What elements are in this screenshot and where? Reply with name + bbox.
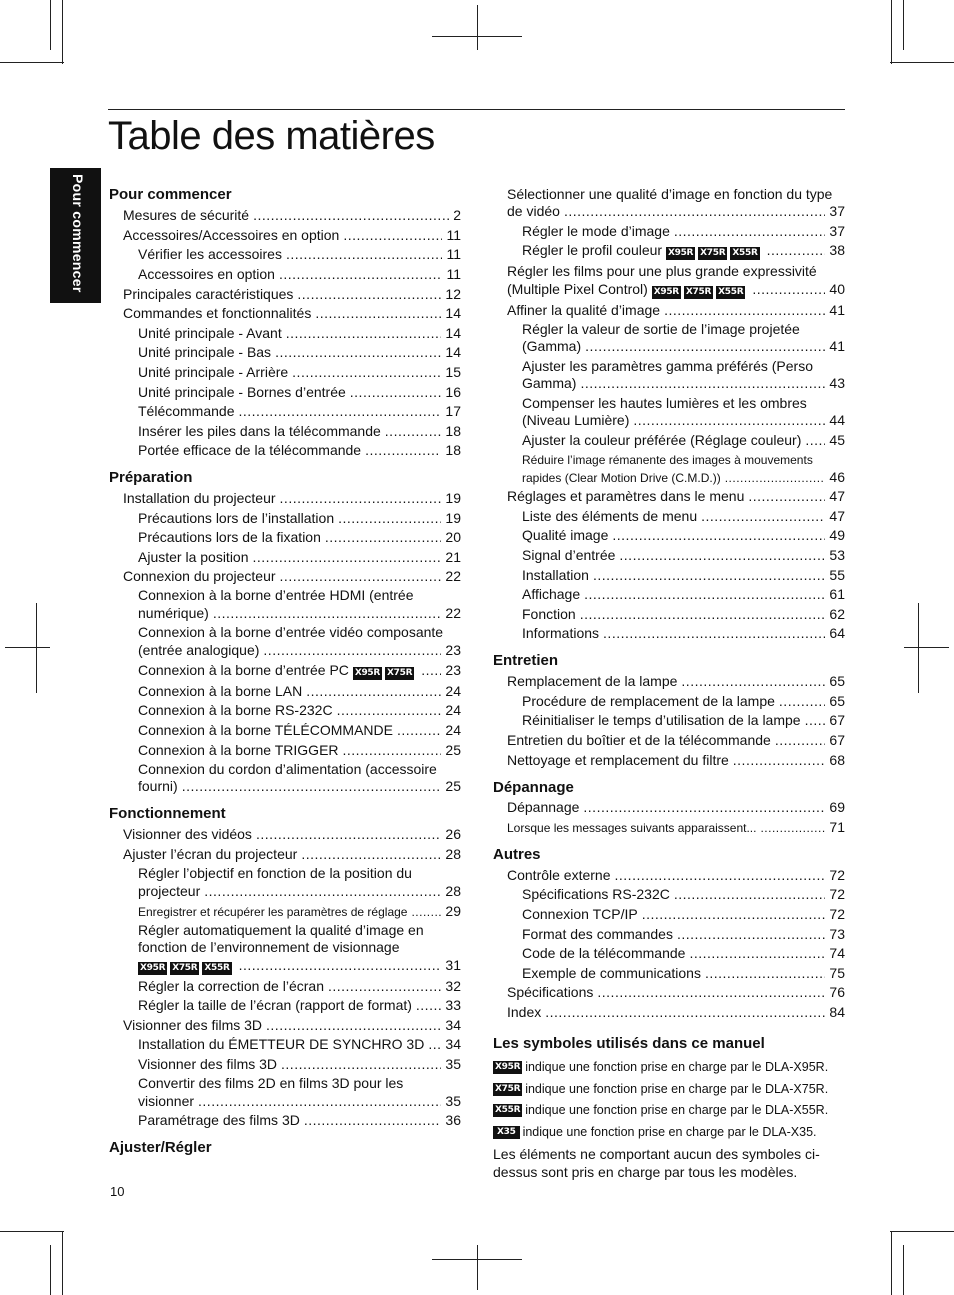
toc-entry[interactable]: Réinitialiser le temps d’utilisation de la lampe ..... 67 <box>522 712 845 729</box>
section-heading: Ajuster/Régler <box>109 1139 212 1156</box>
toc-entry[interactable]: projecteur ..... 28 <box>138 883 461 900</box>
toc-entry-line[interactable]: Connexion du cordon d’alimentation (accessoire <box>138 761 437 777</box>
toc-entry-line[interactable]: Régler automatiquement la qualité d’image en <box>138 922 424 938</box>
toc-entry[interactable]: Visionner des films 3D ..... 34 <box>123 1017 461 1034</box>
section-heading: Autres <box>493 846 541 863</box>
toc-entry[interactable]: Portée efficace de la télécommande ..... 18 <box>138 442 461 459</box>
toc-entry[interactable]: rapides (Clear Motion Drive (C.M.D.)) ..... 46 <box>522 469 845 487</box>
toc-entry[interactable]: Ajuster l’écran du projecteur ..... 28 <box>123 846 461 863</box>
toc-entry[interactable]: Précautions lors de la fixation ..... 20 <box>138 529 461 546</box>
toc-entry[interactable]: Procédure de remplacement de la lampe ..... 65 <box>522 693 845 710</box>
toc-entry[interactable]: Vérifier les accessoires ..... 11 <box>138 246 461 263</box>
toc-entry[interactable]: Paramétrage des films 3D ..... 36 <box>138 1112 461 1129</box>
toc-entry[interactable]: Installation du ÉMETTEUR DE SYNCHRO 3D ..... 34 <box>138 1036 461 1053</box>
toc-entry[interactable]: Spécifications ..... 76 <box>507 984 845 1001</box>
toc-entry[interactable]: Mesures de sécurité ..... 2 <box>123 207 461 224</box>
toc-entry[interactable]: Insérer les piles dans la télécommande ..... 18 <box>138 423 461 440</box>
toc-entry-line[interactable]: Sélectionner une qualité d’image en fonction du type <box>507 186 833 202</box>
x55r-badge: X55R <box>732 248 758 258</box>
toc-entry[interactable]: (entrée analogique) ..... 23 <box>138 642 461 659</box>
section-heading: Préparation <box>109 469 193 486</box>
x55r-badge: X55R <box>204 963 230 973</box>
toc-entry[interactable]: Connexion à la borne TÉLÉCOMMANDE ..... 24 <box>138 722 461 739</box>
toc-entry[interactable]: Fonction ..... 62 <box>522 606 845 623</box>
toc-entry[interactable]: fourni) ..... 25 <box>138 778 461 795</box>
toc-entry[interactable]: Signal d’entrée ..... 53 <box>522 547 845 564</box>
symbol-note: dessus sont pris en charge par tous les modèles. <box>493 1164 798 1180</box>
toc-entry[interactable]: Exemple de communications ..... 75 <box>522 965 845 982</box>
x75r-badge: X75R <box>685 287 712 297</box>
toc-entry[interactable]: Remplacement de la lampe ..... 65 <box>507 673 845 690</box>
toc-entry[interactable]: Régler le profil couleur X95R X75R X55R ..... 38 <box>522 242 845 260</box>
toc-entry[interactable]: (Gamma) ..... 41 <box>522 338 845 355</box>
toc-entry[interactable]: Installation du projecteur ..... 19 <box>123 490 461 507</box>
toc-entry[interactable]: Régler la taille de l’écran (rapport de format) ..... 33 <box>138 997 461 1014</box>
toc-entry[interactable]: Accessoires/Accessoires en option ..... 11 <box>123 227 461 244</box>
toc-entry-line[interactable]: Connexion à la borne d’entrée vidéo composante <box>138 624 444 640</box>
toc-entry[interactable]: Installation ..... 55 <box>522 567 845 584</box>
toc-entry[interactable]: X95R X75R X55R ..... 31 <box>138 957 461 975</box>
toc-entry[interactable]: Régler la correction de l’écran ..... 32 <box>138 978 461 995</box>
toc-entry[interactable]: Affichage ..... 61 <box>522 586 845 603</box>
toc-entry-line[interactable]: Convertir des films 2D en films 3D pour les <box>138 1075 404 1091</box>
side-tab-label: Pour commencer <box>70 174 86 293</box>
toc-entry[interactable]: (Multiple Pixel Control) X95R X75R X55R ..... 40 <box>507 281 845 299</box>
toc-entry-line[interactable]: Compenser les hautes lumières et les ombres <box>522 395 807 411</box>
toc-entry[interactable]: Unité principale - Bas ..... 14 <box>138 344 461 361</box>
toc-entry-line[interactable]: Ajuster les paramètres gamma préférés (Perso <box>522 358 813 374</box>
toc-entry[interactable]: Télécommande ..... 17 <box>138 403 461 420</box>
x75r-badge: X75R <box>495 1083 521 1094</box>
toc-entry[interactable]: Accessoires en option ..... 11 <box>138 266 461 283</box>
toc-entry[interactable]: Unité principale - Bornes d’entrée ..... 16 <box>138 384 461 401</box>
toc-entry[interactable]: Connexion du projecteur ..... 22 <box>123 568 461 585</box>
x95r-badge: X95R <box>140 963 166 973</box>
x35-badge: X35 <box>493 1126 520 1139</box>
symbol-legend-item: X55R indique une fonction prise en charge par le DLA-X55R. <box>495 1103 829 1117</box>
toc-entry[interactable]: Enregistrer et récupérer les paramètres de réglage ..... 29 <box>138 903 461 921</box>
toc-entry[interactable]: numérique) ..... 22 <box>138 605 461 622</box>
toc-entry[interactable]: Entretien du boîtier et de la télécommande ..... 67 <box>507 732 845 749</box>
section-heading: Dépannage <box>493 779 574 796</box>
toc-entry[interactable]: Spécifications RS-232C ..... 72 <box>522 886 845 903</box>
symbol-legend-item: X75R indique une fonction prise en charge par le DLA-X75R. <box>495 1082 829 1096</box>
toc-entry[interactable]: Index ..... 84 <box>507 1004 845 1021</box>
toc-entry-line[interactable]: fonction de l’environnement de visionnage <box>138 939 400 955</box>
toc-entry[interactable]: Régler le mode d’image ..... 37 <box>522 223 845 240</box>
page-title: Table des matières <box>108 114 435 158</box>
toc-entry[interactable]: Affiner la qualité d’image ..... 41 <box>507 302 845 319</box>
x55r-badge: X55R <box>718 287 744 297</box>
section-heading: Pour commencer <box>109 186 232 203</box>
toc-entry[interactable]: Nettoyage et remplacement du filtre ..... 68 <box>507 752 845 769</box>
toc-entry[interactable]: Gamma) ..... 43 <box>522 375 845 392</box>
toc-entry[interactable]: de vidéo ..... 37 <box>507 203 845 220</box>
section-heading: Entretien <box>493 652 559 669</box>
toc-entry[interactable]: Ajuster la position ..... 21 <box>138 549 461 566</box>
toc-entry[interactable]: Dépannage ..... 69 <box>507 799 845 816</box>
toc-entry-line[interactable]: Régler l’objectif en fonction de la position du <box>138 865 412 881</box>
toc-entry[interactable]: Connexion à la borne RS-232C ..... 24 <box>138 702 461 719</box>
section-heading: Fonctionnement <box>109 805 226 822</box>
toc-entry[interactable]: Visionner des films 3D ..... 35 <box>138 1056 461 1073</box>
symbol-note: Les éléments ne comportant aucun des symboles ci- <box>493 1146 820 1162</box>
x95r-badge: X95R <box>354 668 381 678</box>
section-heading: Les symboles utilisés dans ce manuel <box>493 1035 765 1052</box>
toc-entry[interactable]: Commandes et fonctionnalités ..... 14 <box>123 305 461 322</box>
x95r-badge: X95R <box>653 287 679 297</box>
toc-entry[interactable]: Visionner des vidéos ..... 26 <box>123 826 461 843</box>
toc-entry[interactable]: Unité principale - Avant ..... 14 <box>138 325 461 342</box>
toc-entry[interactable]: Contrôle externe ..... 72 <box>507 867 845 884</box>
toc-entry[interactable]: Réglages et paramètres dans le menu ..... 47 <box>507 488 845 505</box>
toc-entry-line[interactable]: Connexion à la borne d’entrée HDMI (entrée <box>138 587 414 603</box>
x75r-badge: X75R <box>172 963 198 973</box>
x75r-badge: X75R <box>700 248 726 258</box>
x95r-badge: X95R <box>667 248 694 258</box>
toc-entry[interactable]: Connexion à la borne TRIGGER ..... 25 <box>138 742 461 759</box>
toc-entry[interactable]: Unité principale - Arrière ..... 15 <box>138 364 461 381</box>
toc-entry[interactable]: Format des commandes ..... 73 <box>522 926 845 943</box>
toc-entry[interactable]: Lorsque les messages suivants apparaissent... ..... 71 <box>507 819 845 837</box>
toc-entry-line[interactable]: Régler la valeur de sortie de l’image projetée <box>522 321 800 337</box>
toc-entry[interactable]: (Niveau Lumière) ..... 44 <box>522 412 845 429</box>
symbol-legend-item: X95R indique une fonction prise en charge par le DLA-X95R. <box>495 1060 829 1074</box>
toc-entry[interactable]: Qualité image ..... 49 <box>522 527 845 544</box>
toc-entry[interactable]: Précautions lors de l’installation ..... 19 <box>138 510 461 527</box>
toc-entry[interactable]: Connexion à la borne LAN ..... 24 <box>138 683 461 700</box>
toc-entry[interactable]: Code de la télécommande ..... 74 <box>522 945 845 962</box>
header-rule <box>108 109 845 110</box>
toc-entry[interactable]: Liste des éléments de menu ..... 47 <box>522 508 845 525</box>
symbol-legend-item: X35 indique une fonction prise en charge par le DLA-X35. <box>493 1124 817 1140</box>
toc-entry-line[interactable]: Réduire l’image rémanente des images à mouvements <box>522 453 813 467</box>
toc-entry[interactable]: Principales caractéristiques ..... 12 <box>123 286 461 303</box>
x75r-badge: X75R <box>387 668 413 678</box>
x55r-badge: X55R <box>495 1104 521 1115</box>
page-number: 10 <box>110 1184 125 1199</box>
toc-entry[interactable]: Informations ..... 64 <box>522 625 845 642</box>
toc-entry[interactable]: visionner ..... 35 <box>138 1093 461 1110</box>
toc-entry-line[interactable]: Régler les films pour une plus grande expressivité <box>507 263 817 279</box>
x95r-badge: X95R <box>495 1061 521 1072</box>
side-tab <box>50 168 101 303</box>
toc-entry[interactable]: Connexion TCP/IP ..... 72 <box>522 906 845 923</box>
toc-entry[interactable]: Ajuster la couleur préférée (Réglage couleur) ..... 45 <box>522 432 845 449</box>
toc-entry[interactable]: Connexion à la borne d’entrée PC X95R X75R ..... 23 <box>138 662 461 680</box>
